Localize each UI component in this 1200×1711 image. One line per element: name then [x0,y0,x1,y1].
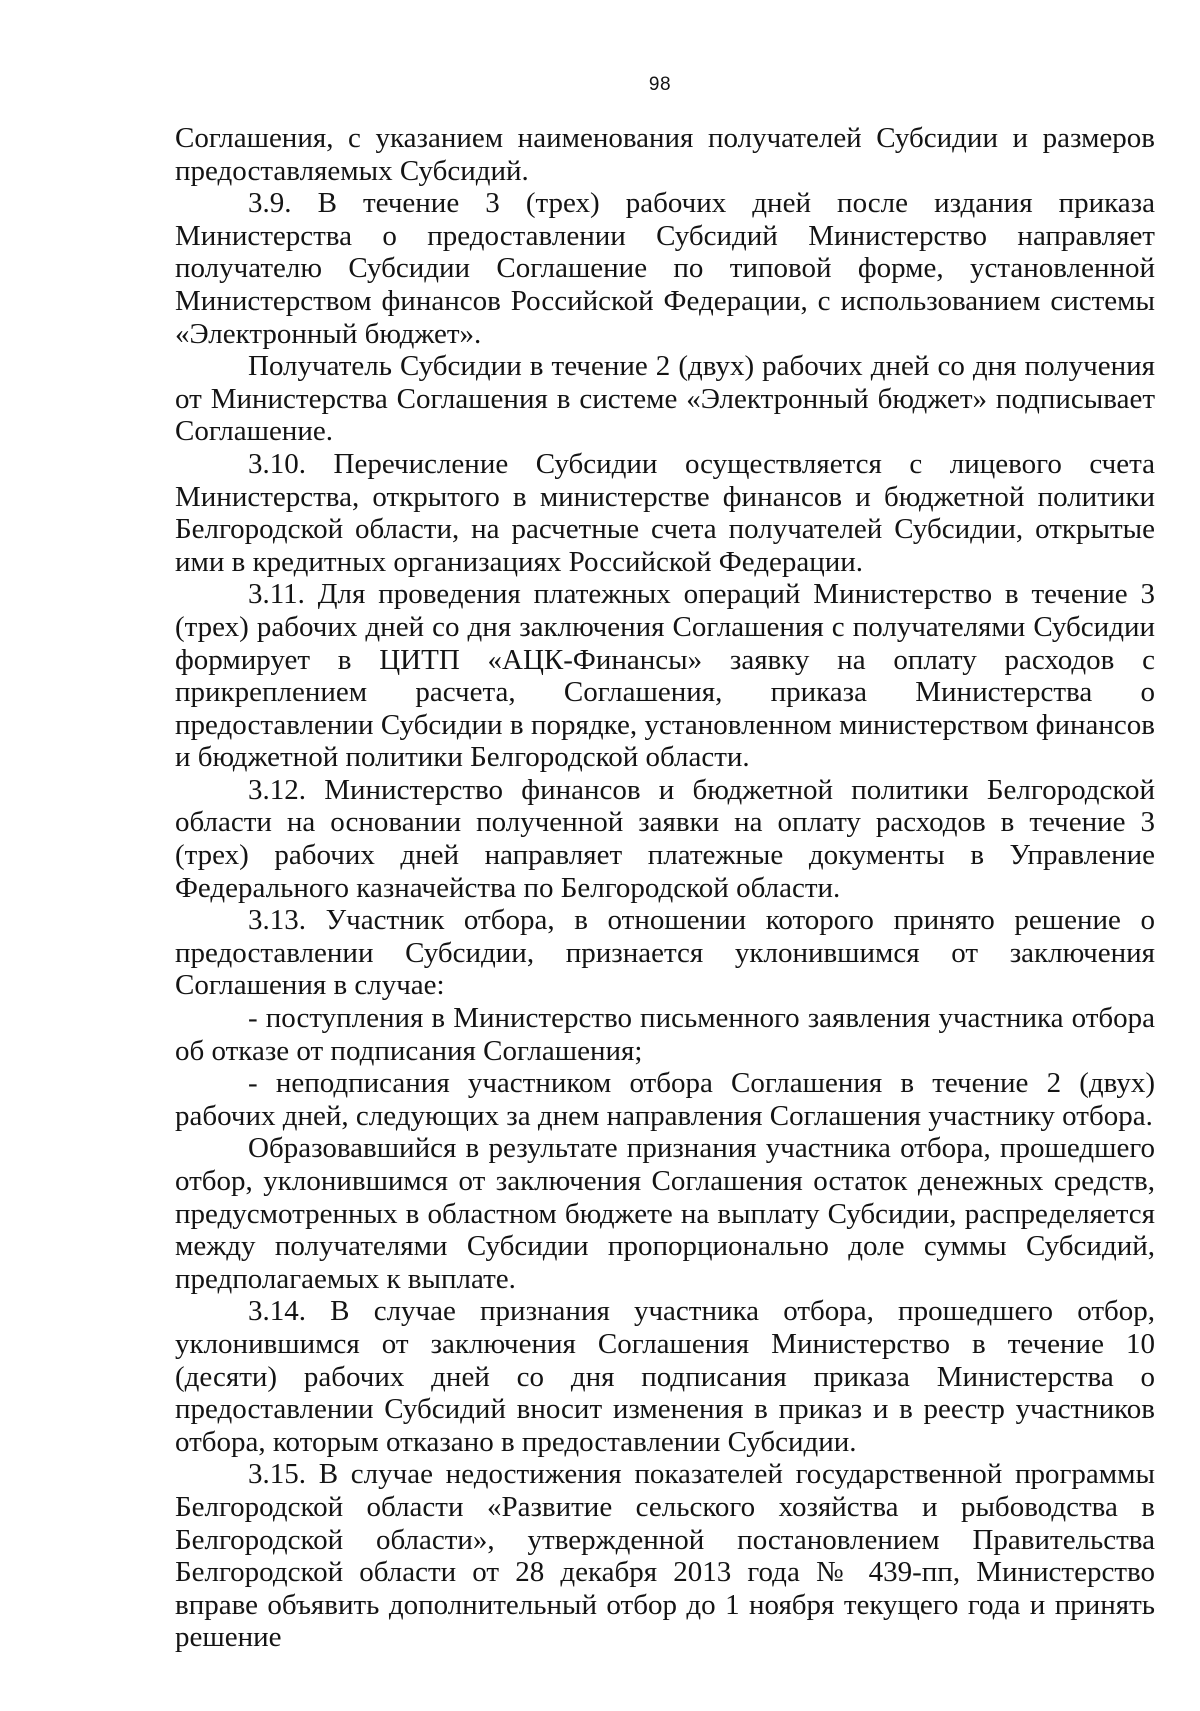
paragraph-recipient-signing: Получатель Субсидии в течение 2 (двух) рабочих дней со дня получения от Министерства Соглашения в системе «Электронный бюджет» подписывает Соглашение. [175,350,1155,448]
paragraph-3-14: 3.14. В случае признания участника отбора, прошедшего отбор, уклонившимся от заключения Соглашения Министерство в течение 10 (десяти) рабочих дней со дня подписания приказа Министерства о предоставлении Субсидий вносит изменения в приказ и в реестр участников отбора, которым отказано в предоставлении Субсидии. [175,1295,1155,1458]
paragraph-3-9: 3.9. В течение 3 (трех) рабочих дней после издания приказа Министерства о предоставлении Субсидий Министерство направляет получателю Субсидии Соглашение по типовой форме, установленной Министерством финансов Российской Федерации, с использованием системы «Электронный бюджет». [175,187,1155,350]
list-item-written-refusal: - поступления в Министерство письменного заявления участника отбора об отказе от подписания Соглашения; [175,1002,1155,1067]
document-body [175,122,1155,1654]
paragraph-3-10: 3.10. Перечисление Субсидии осуществляется с лицевого счета Министерства, открытого в министерстве финансов и бюджетной политики Белгородской области, на расчетные счета получателей Субсидии, открытые ими в кредитных организациях Российской Федерации. [175,447,1155,578]
paragraph-3-12: 3.12. Министерство финансов и бюджетной политики Белгородской области на основании полученной заявки на оплату расходов в течение 3 (трех) рабочих дней направляет платежные документы в Управление Федерального казначейства по Белгородской области. [175,773,1155,904]
paragraph-continuation: Соглашения, с указанием наименования получателей Субсидии и размеров предоставляемых Субсидий. [175,122,1155,187]
paragraph-3-15: 3.15. В случае недостижения показателей государственной программы Белгородской области «Развитие сельского хозяйства и рыбоводства в Белгородской области», утвержденной постановлением Правительства Белгородской области от 28 декабря 2013 года № 439-пп, Министерство вправе объявить дополнительный отбор до 1 ноября текущего года и принять решение [175,1458,1155,1654]
paragraph-3-11: 3.11. Для проведения платежных операций Министерство в течение 3 (трех) рабочих дней со дня заключения Соглашения с получателями Субсидии формирует в ЦИТП «АЦК-Финансы» заявку на оплату расходов с прикреплением расчета, Соглашения, приказа Министерства о предоставлении Субсидии в порядке, установленном министерством финансов и бюджетной политики Белгородской области. [175,578,1155,774]
page-number: 98 [648,74,672,95]
paragraph-3-13: 3.13. Участник отбора, в отношении которого принято решение о предоставлении Субсидии, признается уклонившимся от заключения Соглашения в случае: [175,904,1155,1002]
list-item-not-signed: - неподписания участником отбора Соглашения в течение 2 (двух) рабочих дней, следующих за днем направления Соглашения участнику отбора. [175,1067,1155,1132]
paragraph-remaining-funds: Образовавшийся в результате признания участника отбора, прошедшего отбор, уклонившимся от заключения Соглашения остаток денежных средств, предусмотренных в областном бюджете на выплату Субсидии, распределяется между получателями Субсидии пропорционально доле суммы Субсидий, предполагаемых к выплате. [175,1132,1155,1295]
